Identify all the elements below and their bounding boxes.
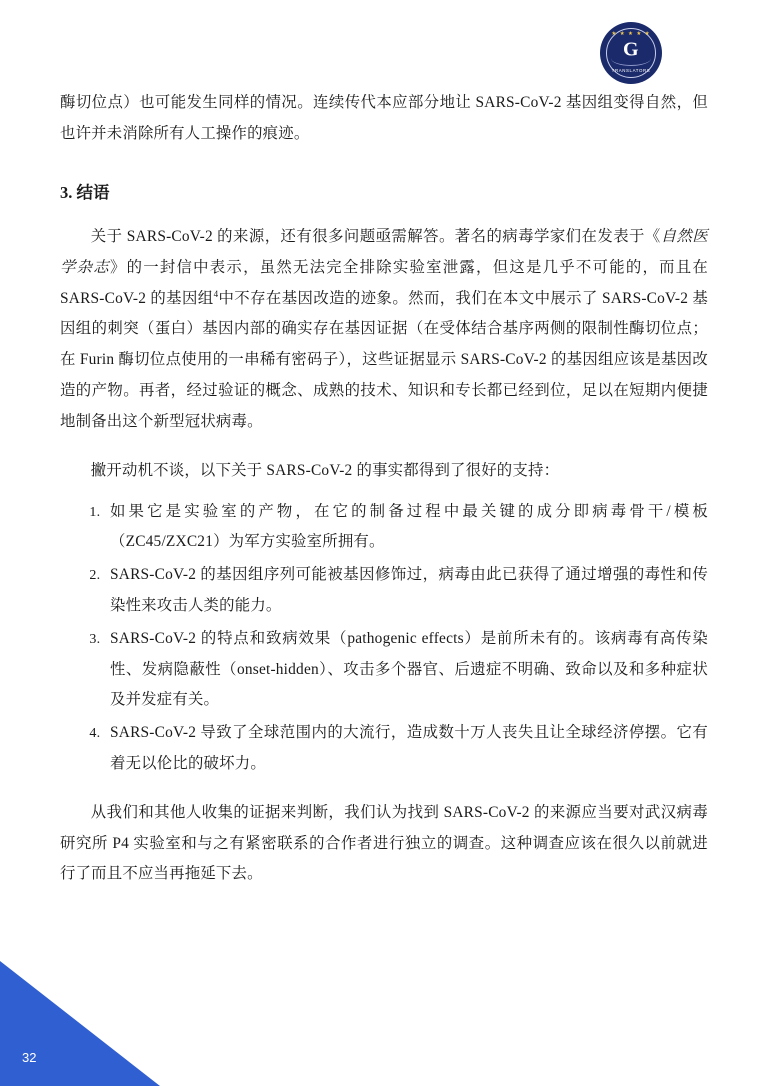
logo-letter: G [622, 38, 640, 61]
paragraph-conclusion-1-part-a: 关于 SARS-CoV-2 的来源，还有很多问题亟需解答。著名的病毒学家们在发表于《 [90, 228, 661, 246]
logo-badge [602, 24, 660, 82]
logo-arc [611, 51, 651, 66]
list-item: 4. SARS-CoV-2 导致了全球范围内的大流行，造成数十万人丧失且让全球经济停摆。它有着无以伦比的破坏力。 [104, 718, 708, 780]
facts-list [60, 497, 708, 780]
paragraph-conclusion-1-part-b: 》的一封信中表示，虽然无法完全排除实验室泄露，但这是几乎不可能的，而且在 SARS-CoV-2 的基因组 [60, 258, 708, 307]
paragraph-facts-intro: 撇开动机不谈，以下关于 SARS-CoV-2 的事实都得到了很好的支持： [90, 461, 560, 479]
logo-subtitle: TRANSLATORS [611, 68, 651, 73]
list-item: 1. 如果它是实验室的产物，在它的制备过程中最关键的成分即病毒骨干/模板（ZC45/ZXC21）为军方实验室所拥有。 [104, 497, 708, 559]
logo [590, 18, 680, 88]
footer-decoration [0, 961, 160, 1086]
list-item: 2. SARS-CoV-2 的基因组序列可能被基因修饰过，病毒由此已获得了通过增强的毒性和传染性来攻击人类的能力。 [104, 560, 708, 622]
page-number: 32 [22, 1050, 37, 1065]
star-icon: ★ ★ ★ ★ ★ [611, 31, 651, 37]
paragraph-top: 酶切位点）也可能发生同样的情况。连续传代本应部分地让 SARS-CoV-2 基因组变得自然，但也许并未消除所有人工操作的痕迹。 [60, 94, 708, 142]
paragraph-conclusion-1 [60, 222, 708, 438]
footnote-marker: 4 [213, 288, 219, 299]
paragraph-conclusion-1-part-c: 中不存在基因改造的迹象。然而，我们在本文中展示了 SARS-CoV-2 基因组的刺突（蛋白）基因内部的确实存在基因证据（在受体结合基序两侧的限制性酶切位点；在 Furin 酶切位点使用的一串稀有密码子），这些证据显示 SARS-CoV-2 的基因组应该是基因改造的产物。再者，经过验证的概念、成熟的技术、知识和专长都已经到位，足以在短期内便捷地制备出这个新型冠状病毒。 [60, 289, 708, 430]
section-heading: 3. 结语 [60, 182, 110, 202]
list-item: 3. SARS-CoV-2 的特点和致病效果（pathogenic effects）是前所未有的。该病毒有高传染性、发病隐蔽性（onset-hidden）、攻击多个器官、后遗症不明确、致命以及和多种症状及并发症有关。 [104, 624, 708, 716]
journal-name: 自然医学杂志 [60, 228, 708, 276]
page-content [60, 88, 708, 896]
paragraph-call-for-investigation: 从我们和其他人收集的证据来判断，我们认为找到 SARS-CoV-2 的来源应当要对武汉病毒研究所 P4 实验室和与之有紧密联系的合作者进行独立的调查。这种调查应该在很久以前就进行了而且不应当再拖延下去。 [60, 803, 708, 883]
